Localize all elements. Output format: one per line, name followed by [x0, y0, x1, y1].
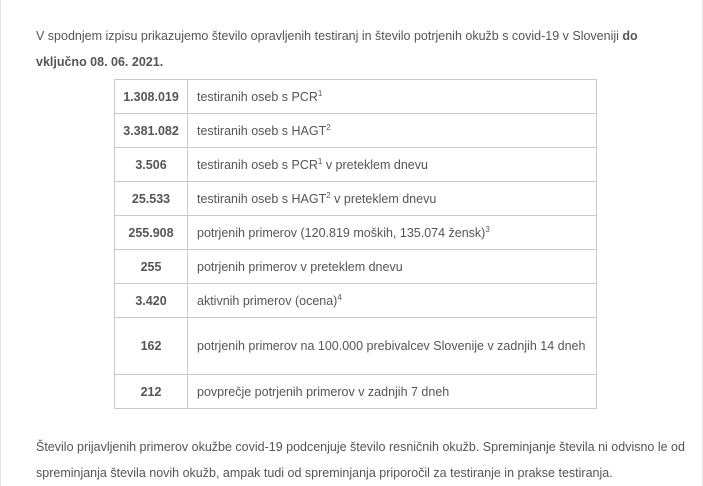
table-row: [115, 284, 597, 318]
row-label-cell: [188, 148, 597, 182]
row-value: 212: [115, 375, 188, 409]
row-label: testiranih oseb s PCR: [197, 89, 318, 104]
row-label-cell: [188, 80, 597, 114]
table-row: [115, 114, 597, 148]
row-value: 162: [115, 318, 188, 375]
row-label-cell: [188, 216, 597, 250]
table-row: [115, 148, 597, 182]
intro-date: do vključno 08. 06. 2021.: [36, 29, 638, 69]
row-label: potrjenih primerov v preteklem dnevu: [197, 259, 403, 274]
footer-paragraph: Število prijavljenih primerov okužbe covid-19 podcenjuje število resničnih okužb. Spreminjanje števila ni odvisno le od spreminjanja števila novih okužb, ampak tudi od spreminjanja priporočil za testiranje in prakse testiranja.: [36, 440, 685, 480]
row-label-cell: [188, 284, 597, 318]
row-value: 1.308.019: [115, 80, 188, 114]
footnote-marker[interactable]: 1: [317, 156, 323, 166]
table-row: [115, 216, 597, 250]
row-label: potrjenih primerov na 100.000 prebivalcev Slovenije v zadnjih 14 dneh: [197, 339, 586, 353]
row-label-cell: [188, 114, 597, 148]
row-label-cell: [188, 250, 597, 284]
row-label-cell: [188, 182, 597, 216]
table-row: [115, 80, 597, 114]
row-value: 3.506: [115, 148, 188, 182]
row-label: testiranih oseb s HAGT: [197, 123, 327, 138]
footnote-marker[interactable]: 2: [326, 190, 331, 200]
row-value: 3.420: [115, 284, 188, 318]
table-row: [115, 318, 597, 375]
row-label: testiranih oseb s HAGT: [197, 191, 327, 206]
row-label: potrjenih primerov (120.819 moških, 135.074 žensk): [197, 225, 486, 240]
table-row: [115, 375, 597, 409]
table-row: [115, 182, 597, 216]
row-label: testiranih oseb s PCR: [197, 157, 318, 172]
row-value: 3.381.082: [115, 114, 188, 148]
footnote-marker[interactable]: 3: [485, 224, 490, 234]
row-label-cell: [188, 318, 597, 375]
row-value: 255.908: [115, 216, 188, 250]
footnote-marker[interactable]: 1: [317, 88, 323, 98]
row-label-cell: [188, 375, 597, 409]
intro-paragraph: [36, 23, 686, 75]
row-label: aktivnih primerov (ocena): [197, 293, 338, 308]
row-label-suffix: v preteklem dnevu: [330, 191, 437, 206]
table-row: [115, 250, 597, 284]
row-value: 25.533: [115, 182, 188, 216]
intro-text: V spodnjem izpisu prikazujemo število opravljenih testiranj in število potrjenih okužb s covid-19 v Sloveniji: [36, 29, 623, 43]
footnote-marker[interactable]: 4: [337, 292, 342, 302]
row-value: 255: [115, 250, 188, 284]
footnote-marker[interactable]: 2: [326, 122, 331, 132]
row-label: povprečje potrjenih primerov v zadnjih 7 dneh: [197, 384, 450, 399]
row-label-suffix: v preteklem dnevu: [322, 157, 428, 172]
statistics-table: [114, 79, 597, 409]
